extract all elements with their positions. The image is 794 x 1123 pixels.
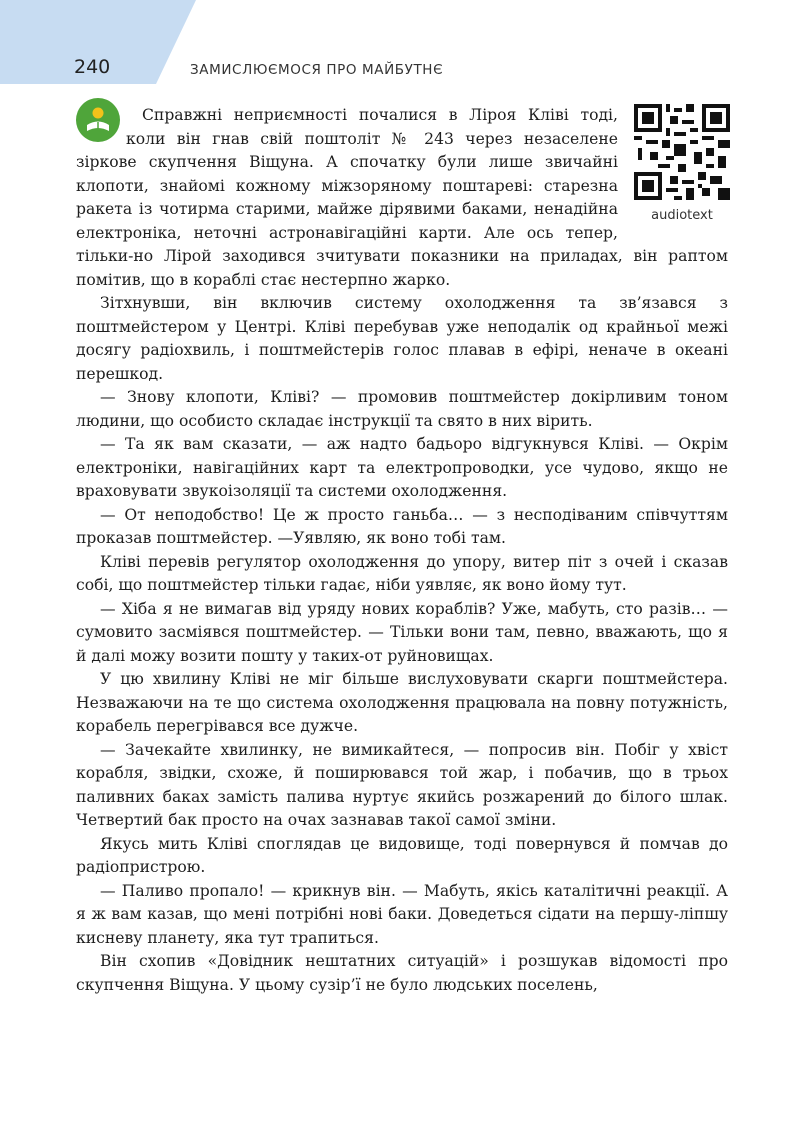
audiotext-label[interactable]: audiotext [651,208,713,223]
paragraph: — Та як вам сказати, — аж надто бадьоро відгукнувся Кліві. — Окрім електроніки, навігаційних карт та електропроводки, усе чудово, якщо не враховувати звукоізоляції та системи охолодження. [76,435,728,500]
paragraph: Зітхнувши, він включив систему охолодження та зв’язався з поштмейстером у Центрі. Кліві перебував уже неподалік од крайньої межі досягу радіохвиль, і поштмейстерів голос плавав в ефірі, неначе в океані перешкод. [76,294,728,383]
page-number: 240 [74,56,111,78]
icon-spacer [76,104,126,144]
paragraph: Справжні неприємності почалися в Лірoя Кліві тоді, коли він гнав свій поштоліт № 243 через незаселене зіркове скупчення Віщуна. А спочатку були лише звичайні клопоти, знайомі кожному міжзоряному поштареві: старезна ракета із чотирма старими, майже дірявими баками, ненадійна електроніка, неточні астронавігаційні карти. Але ось тепер, тільки-но Лірой заходився зчитувати показники на приладах, він раптом помітив, що в кораблі стає нестерпно жарко. [76,106,728,289]
paragraph: — Зачекайте хвилинку, не вимикайтеся, — попросив він. Побіг у хвіст корабля, звідки, схоже, й поширювався той жар, і побачив, що в трьох паливних баках замість палива нуртує якийсь розжарений до білого шлак. Четвертий бак просто на очах зазнавав такої самої зміни. [76,740,728,829]
paragraph: Кліві перевів регулятор охолодження до упору, витер піт з очей і сказав собі, що поштмейстер тільки гадає, ніби уявляє, як воно йому тут. [76,552,728,594]
running-head: ЗАМИСЛЮЄМОСЯ ПРО МАЙБУТНЄ [190,62,444,78]
paragraph: — Паливо пропало! — крикнув він. — Мабуть, якісь каталітичні реакції. А я ж вам казав, що мені потрібні нові баки. Доведеться сідати на першу-ліпшу кисневу планету, яка тут трапиться. [76,881,728,947]
paragraph: Він схопив «Довідник нештатних ситуацій» і розшукав відомості про скупчення Віщуна. У цьому сузір’ї не було людських поселень, [76,952,728,994]
story-text [76,104,728,997]
paragraph: У цю хвилину Кліві не міг більше вислуховувати скарги поштмейстера. Незважаючи на те що система охолодження працювала на повну потужність, корабель перегрівався все дужче. [76,670,728,735]
paragraph: — Хіба я не вимагав від уряду нових кораблів? Уже, мабуть, сто разів… — сумовито засміявся поштмейстер. — Тільки вони там, певно, вважають, що я й далі можу возити пошту у таких-от руйновищах. [76,599,728,665]
paragraph: — Знову клопоти, Кліві? — промовив поштмейстер докірливим тоном людини, що особисто складає інструкції та свято в них вірить. [76,388,728,430]
paragraph: — От неподобство! Це ж просто ганьба… — з несподіваним співчуттям проказав поштмейстер. —Уявляю, як воно тобі там. [76,505,728,547]
qr-spacer [618,104,728,244]
paragraph: Якусь мить Кліві споглядав це видовище, тоді повернувся й помчав до радіопристрою. [76,834,728,876]
